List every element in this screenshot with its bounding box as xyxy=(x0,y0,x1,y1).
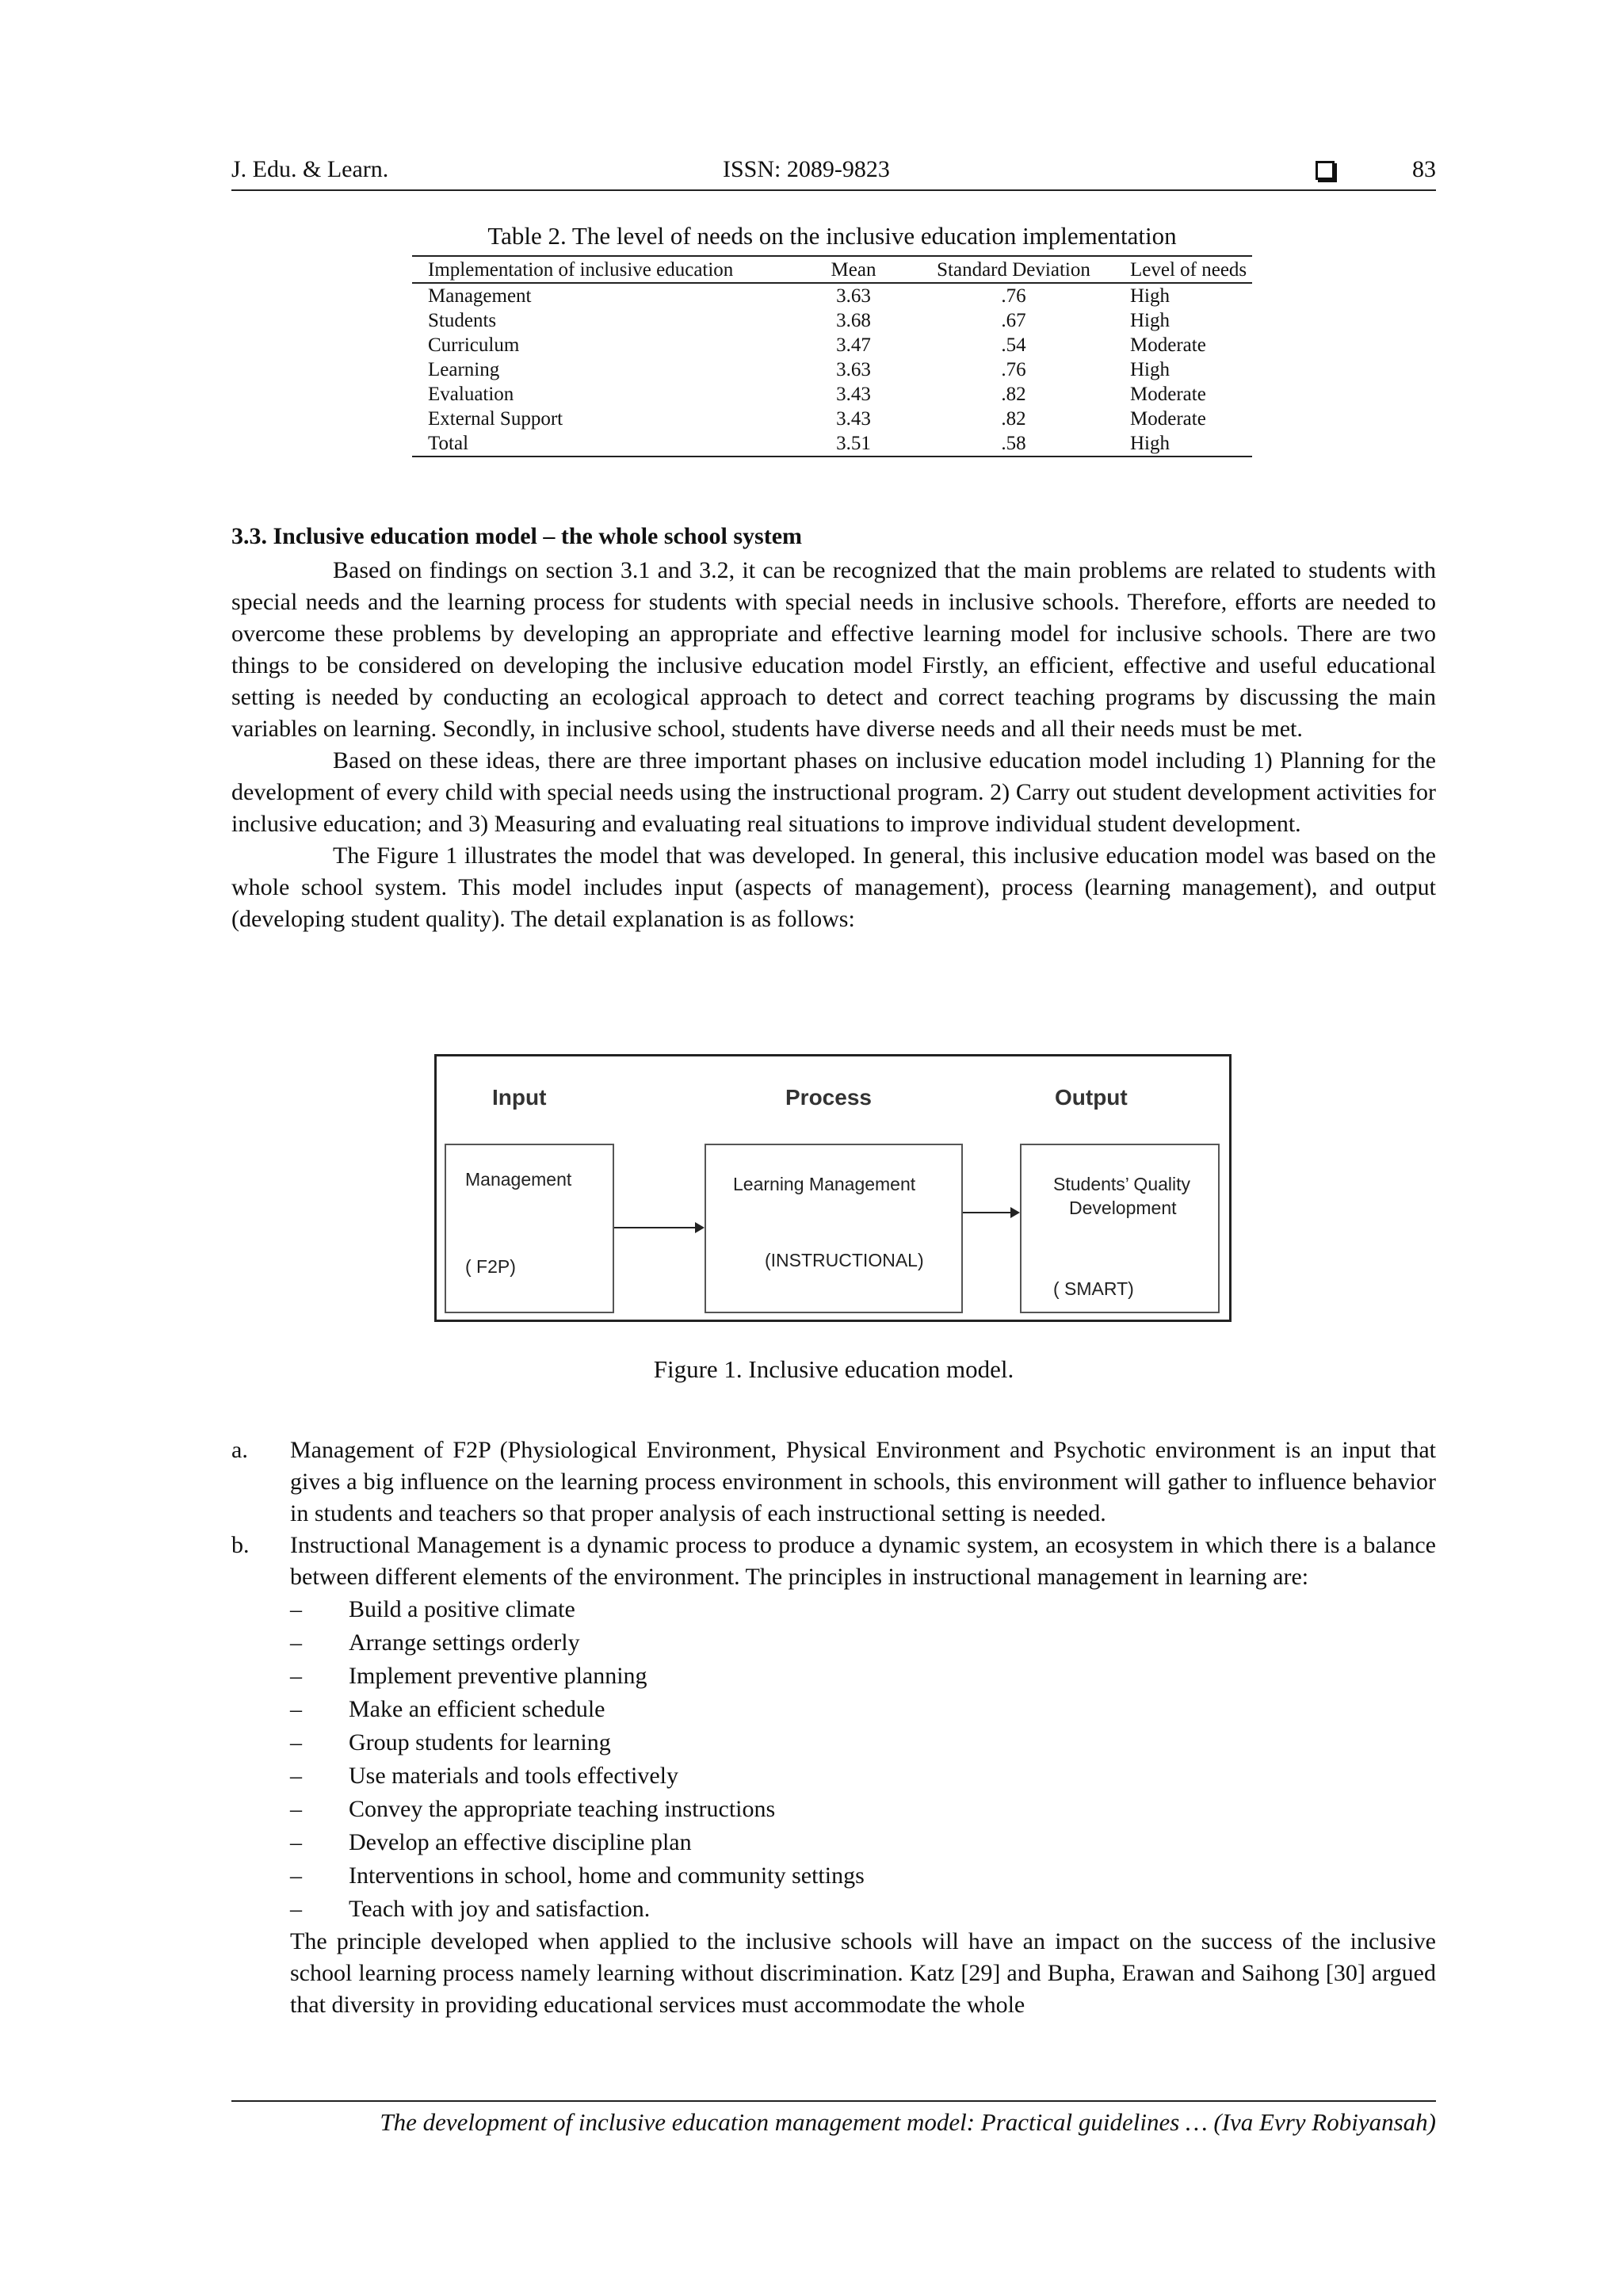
principle-item xyxy=(231,1859,1436,1893)
table-cell: 3.51 xyxy=(805,431,902,457)
list-item-text: Management of F2P (Physiological Environment, Physical Environment and Psychotic environment is an input that gives a big influence on the learning process environment in schools, this environment will gather to influence behavior in students and teachers so that proper analysis of each instructional setting is needed. xyxy=(290,1437,1436,1526)
list-item-text: Instructional Management is a dynamic process to produce a dynamic system, an ecosystem in which there is a balance between different elements of the environment. The principles in instructional management in learning are: xyxy=(290,1532,1436,1590)
needs-table xyxy=(412,255,1252,457)
checkbox-square-icon xyxy=(1316,161,1335,180)
table-cell: High xyxy=(1125,431,1252,457)
section-body xyxy=(231,555,1436,935)
list-marker: a. xyxy=(231,1437,248,1463)
input-label: Input xyxy=(492,1085,547,1110)
dash-marker: – xyxy=(290,1829,302,1855)
table-cell: 3.47 xyxy=(836,334,871,356)
output-box-title-2: Development xyxy=(1069,1198,1177,1218)
table-cell: 3.63 xyxy=(836,285,871,307)
issn: ISSN: 2089-9823 xyxy=(723,156,890,182)
input-box-sub: ( F2P) xyxy=(465,1256,516,1277)
principle-item xyxy=(231,1593,1436,1626)
output-box-title-1: Students’ Quality xyxy=(1053,1174,1191,1194)
principle-text: Group students for learning xyxy=(349,1729,611,1755)
principle-item xyxy=(231,1893,1436,1926)
output-box-sub: ( SMART) xyxy=(1053,1278,1134,1299)
arrow-icon xyxy=(614,1227,703,1228)
principle-text: Interventions in school, home and community settings xyxy=(349,1862,865,1889)
section-heading: 3.3. Inclusive education model – the whole school system xyxy=(231,523,802,549)
table-cell: .76 xyxy=(1001,359,1026,380)
dash-marker: – xyxy=(290,1862,302,1889)
table-row xyxy=(412,283,1252,308)
dash-marker: – xyxy=(290,1696,302,1722)
table-cell: Management xyxy=(428,285,532,307)
dash-marker: – xyxy=(290,1729,302,1755)
principle-item xyxy=(231,1726,1436,1759)
table-cell: Students xyxy=(428,310,497,331)
principle-item xyxy=(231,1826,1436,1859)
table-cell: Learning xyxy=(428,359,500,380)
dash-marker: – xyxy=(290,1596,302,1622)
table-cell: 3.68 xyxy=(836,310,871,331)
table-caption: Table 2. The level of needs on the inclusive education implementation xyxy=(487,222,1177,250)
table-cell: Total xyxy=(412,431,805,457)
table-row xyxy=(412,333,1252,357)
output-label: Output xyxy=(1055,1085,1128,1110)
principle-item xyxy=(231,1660,1436,1693)
dash-marker: – xyxy=(290,1663,302,1689)
column-header: Level of needs xyxy=(1125,256,1252,283)
table-cell: .82 xyxy=(1001,408,1026,430)
running-footer: The development of inclusive education management model: Practical guidelines … (Iva Evry Robiyansah) xyxy=(231,2100,1436,2137)
list-marker: b. xyxy=(231,1532,250,1558)
dash-marker: – xyxy=(290,1796,302,1822)
principle-item xyxy=(231,1793,1436,1826)
table-cell: High xyxy=(1130,359,1170,380)
output-box xyxy=(1020,1144,1220,1313)
principle-text: Convey the appropriate teaching instructions xyxy=(349,1796,776,1822)
principle-item xyxy=(231,1693,1436,1726)
principle-text: Implement preventive planning xyxy=(349,1663,647,1689)
table-cell: .54 xyxy=(1001,334,1026,356)
table-row xyxy=(412,357,1252,382)
principle-text: Teach with joy and satisfaction. xyxy=(349,1896,651,1922)
closing-paragraph: The principle developed when applied to the inclusive schools will have an impact on the success of the inclusive school learning process namely learning without discrimination. Katz [29] and Bupha, Erawan and Saihong [30] argued that diversity in providing educational services must accommodate the whole xyxy=(290,1928,1436,2018)
table-cell: Moderate xyxy=(1130,384,1206,405)
input-box-title: Management xyxy=(465,1169,572,1190)
principle-text: Build a positive climate xyxy=(349,1596,575,1622)
table-cell: High xyxy=(1130,285,1170,307)
arrow-icon xyxy=(963,1212,1018,1213)
dash-marker: – xyxy=(290,1763,302,1789)
principle-text: Make an efficient schedule xyxy=(349,1696,605,1722)
table-cell: Moderate xyxy=(1130,408,1206,430)
table-row xyxy=(412,308,1252,333)
process-box xyxy=(705,1144,963,1313)
page-number: 83 xyxy=(1412,156,1436,182)
running-header xyxy=(231,155,1436,191)
principle-item xyxy=(231,1759,1436,1793)
table-cell: .58 xyxy=(902,431,1125,457)
principle-text: Develop an effective discipline plan xyxy=(349,1829,692,1855)
paragraph: Based on findings on section 3.1 and 3.2, it can be recognized that the main problems are related to students with special needs and the learning process for students with special needs in inclusive schools. Therefore, efforts are needed to overcome these problems by developing an appropriate and effective learning model for inclusive schools. There are two things to be considered on developing the inclusive education model Firstly, an efficient, effective and useful educational setting is needed by conducting an ecological approach to detect and correct teaching programs by discussing the main variables on learning. Secondly, in inclusive school, students have diverse needs and all their needs must be met. xyxy=(231,557,1436,742)
table-cell: Evaluation xyxy=(428,384,514,405)
process-label: Process xyxy=(785,1085,872,1110)
column-header: Mean xyxy=(805,256,902,283)
table-cell: External Support xyxy=(428,408,563,430)
table-cell: Moderate xyxy=(1130,334,1206,356)
table-cell: .82 xyxy=(1001,384,1026,405)
list-item xyxy=(231,1435,1436,1530)
list-item xyxy=(231,1530,1436,1593)
dash-marker: – xyxy=(290,1896,302,1922)
table-cell: .76 xyxy=(1001,285,1026,307)
table-cell: 3.43 xyxy=(836,384,871,405)
table-row xyxy=(412,382,1252,407)
principle-text: Use materials and tools effectively xyxy=(349,1763,678,1789)
input-box xyxy=(445,1144,614,1313)
principle-item xyxy=(231,1626,1436,1660)
column-header: Standard Deviation xyxy=(902,256,1125,283)
paragraph: Based on these ideas, there are three important phases on inclusive education model including 1) Planning for the development of every child with special needs using the instructional program. 2) Carry out student development activities for inclusive education; and 3) Measuring and evaluating real situations to improve individual student development. xyxy=(231,747,1436,837)
journal-name: J. Edu. & Learn. xyxy=(231,156,389,182)
table-header-row xyxy=(412,256,1252,283)
explanation-list xyxy=(231,1435,1436,2021)
table-cell: High xyxy=(1130,310,1170,331)
table-row-total xyxy=(412,431,1252,457)
process-box-title: Learning Management xyxy=(733,1174,916,1194)
table-row xyxy=(412,407,1252,431)
figure-caption: Figure 1. Inclusive education model. xyxy=(653,1355,1014,1383)
principle-text: Arrange settings orderly xyxy=(349,1629,580,1656)
table-cell: 3.63 xyxy=(836,359,871,380)
table-cell: 3.43 xyxy=(836,408,871,430)
table-cell: Curriculum xyxy=(428,334,520,356)
dash-marker: – xyxy=(290,1629,302,1656)
column-header: Implementation of inclusive education xyxy=(412,256,805,283)
model-figure xyxy=(434,1054,1232,1322)
table-cell: .67 xyxy=(1001,310,1026,331)
process-box-sub: (INSTRUCTIONAL) xyxy=(765,1250,924,1270)
paragraph: The Figure 1 illustrates the model that was developed. In general, this inclusive education model was based on the whole school system. This model includes input (aspects of management), process (learning management), and output (developing student quality). The detail explanation is as follows: xyxy=(231,842,1436,932)
